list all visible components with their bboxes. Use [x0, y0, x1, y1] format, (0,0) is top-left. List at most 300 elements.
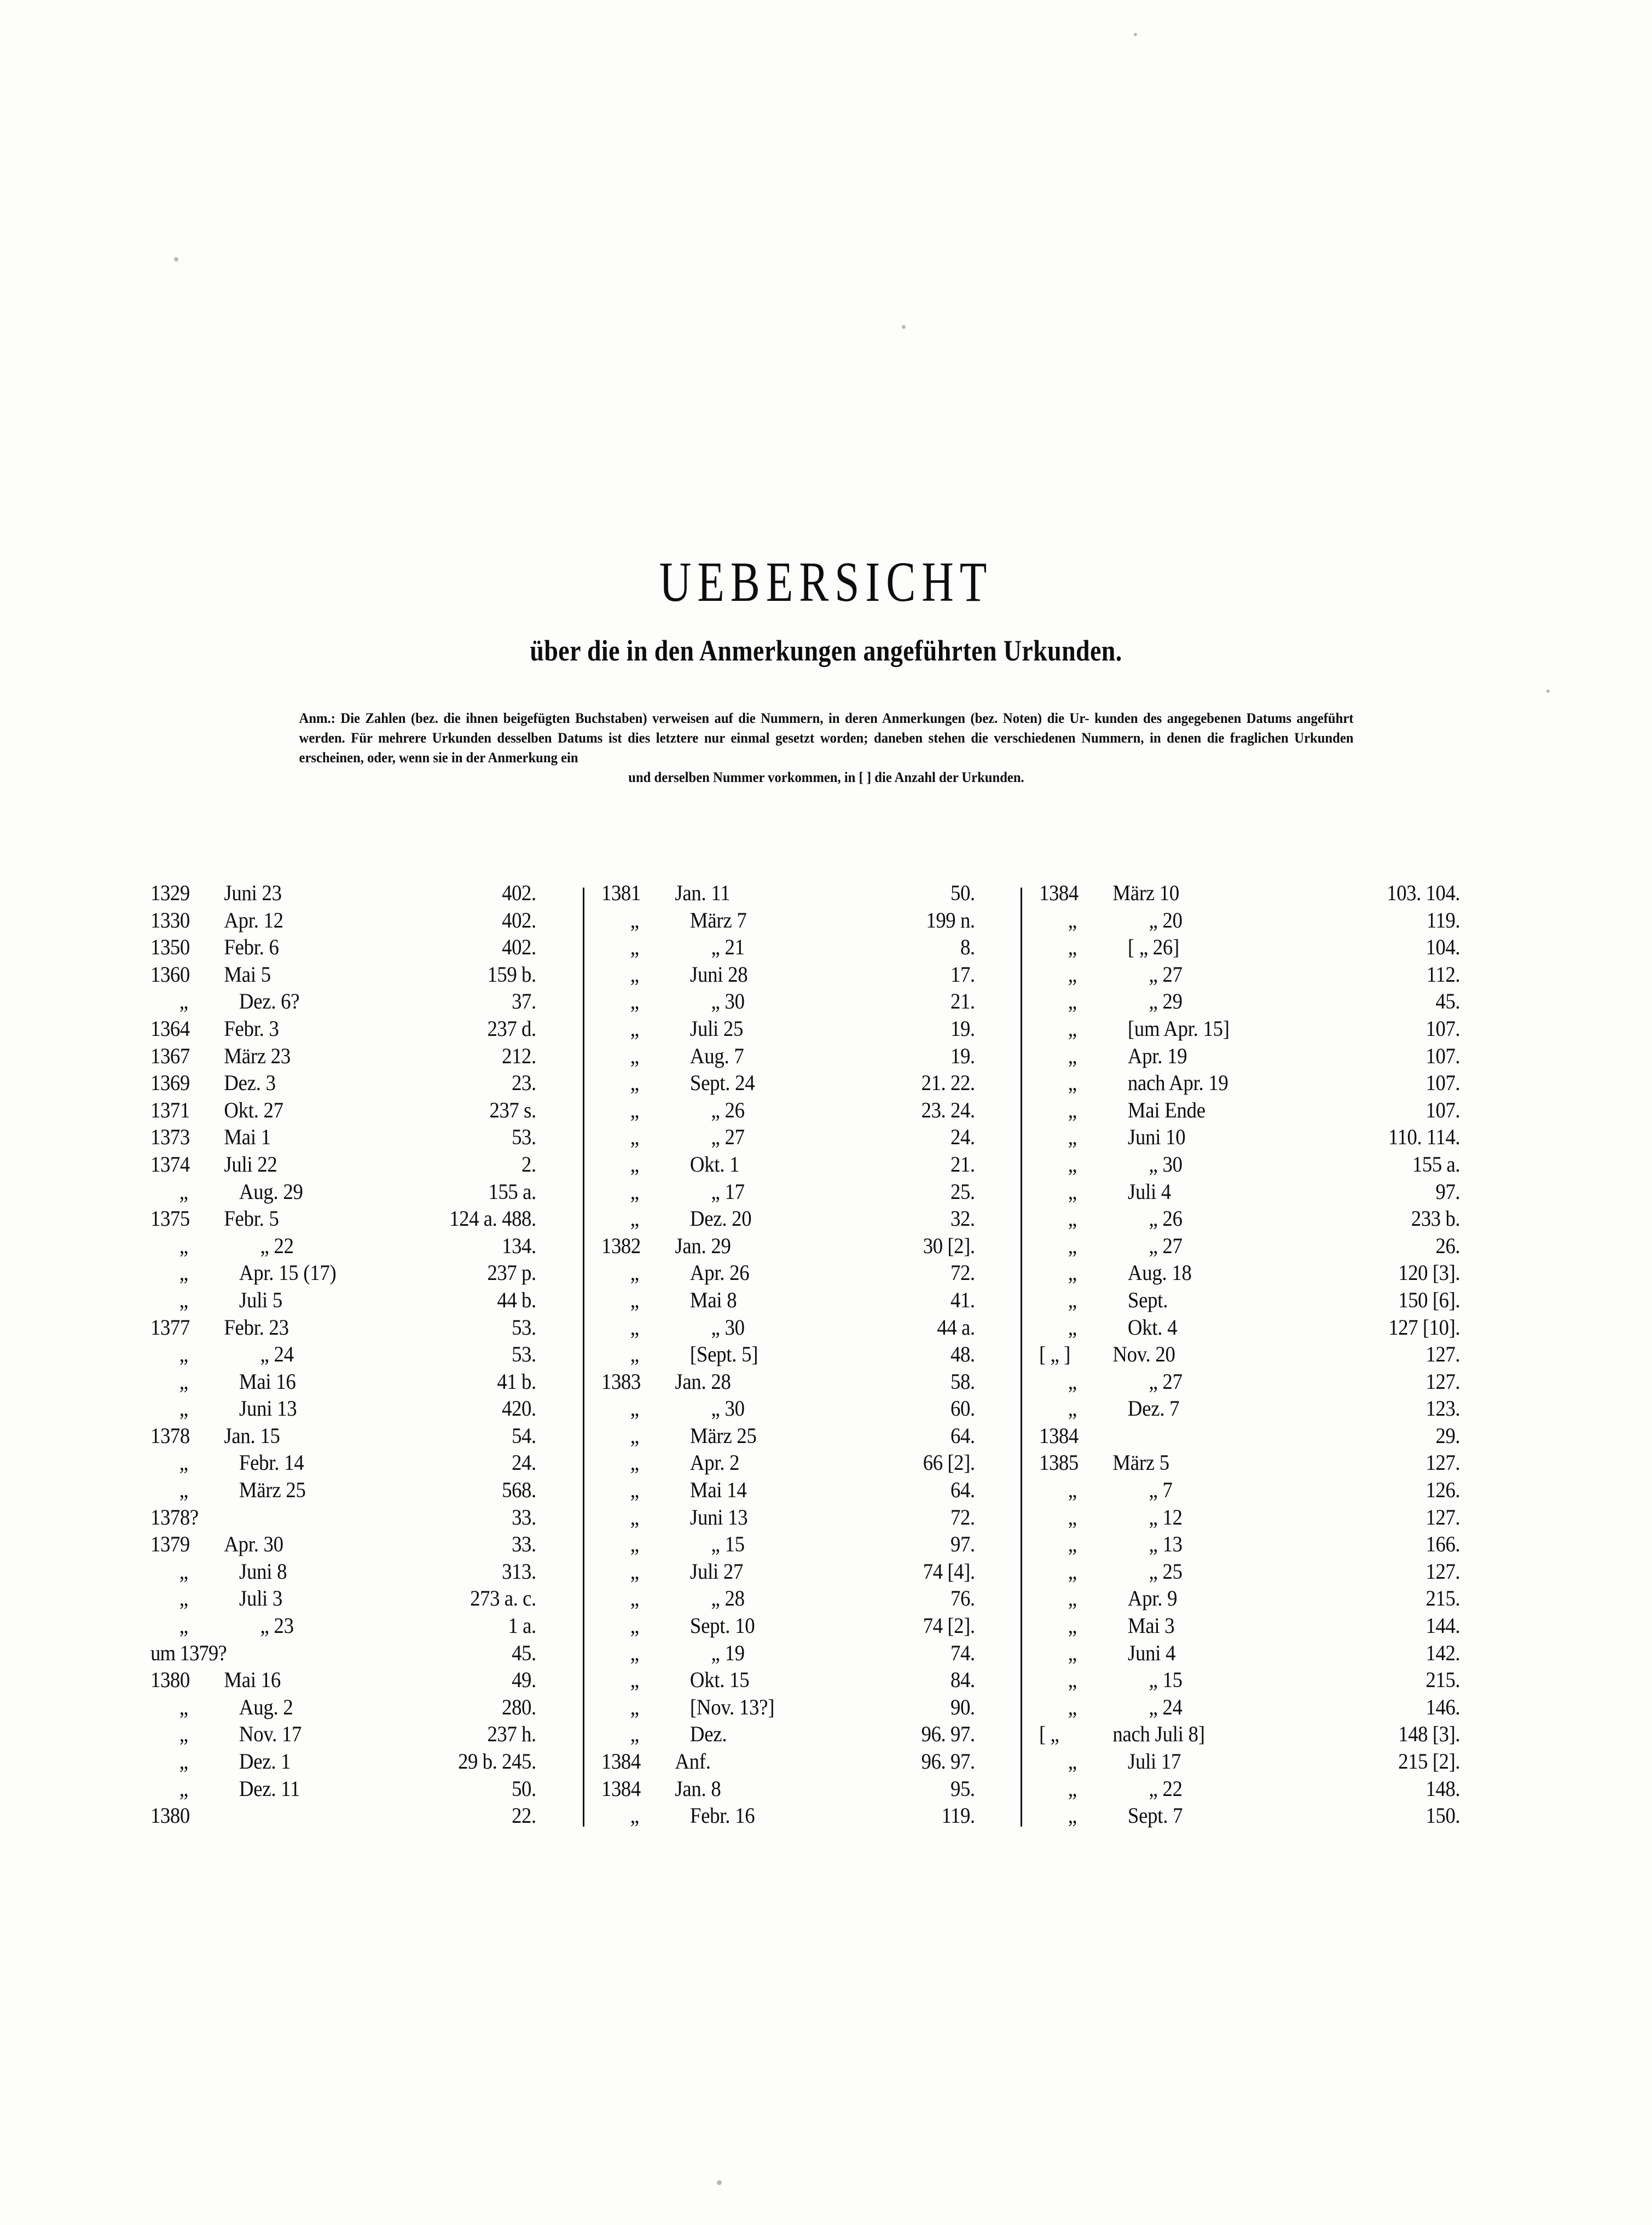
row-reference-number: 212.	[501, 1043, 536, 1068]
row-date: Apr. 30	[223, 1532, 283, 1557]
row-year: „	[1068, 1749, 1077, 1774]
row-year: „	[630, 1125, 639, 1150]
row-date: Sept. 24	[689, 1070, 755, 1096]
row-reference-number: 127.	[1425, 1558, 1460, 1584]
row-date: Mai Ende	[1127, 1097, 1205, 1122]
row-reference-number: 41 b.	[496, 1369, 536, 1394]
row-reference-number: 103. 104.	[1386, 880, 1460, 905]
row-reference-number: 155 a.	[488, 1179, 536, 1204]
row-reference-number: 215 [2].	[1398, 1749, 1460, 1774]
page-subtitle: über die in den Anmerkungen angeführten Urkunden.	[530, 634, 1122, 667]
row-year: „	[1068, 1613, 1077, 1638]
row-year: „	[1068, 1477, 1077, 1503]
row-year: „	[630, 1016, 639, 1041]
row-year: „	[630, 1477, 639, 1503]
table-row	[1039, 1314, 1460, 1342]
row-year: „	[1068, 1776, 1077, 1801]
row-reference-number: 568.	[501, 1477, 536, 1503]
row-date: Dez. 7	[1127, 1396, 1179, 1421]
row-year: „	[630, 1586, 639, 1611]
row-reference-number: 237 p.	[486, 1260, 536, 1285]
row-date: „ 27	[711, 1125, 745, 1150]
row-date: Dez. 3	[223, 1070, 276, 1096]
table-row	[1039, 1423, 1460, 1450]
table-row	[150, 934, 536, 961]
table-row	[601, 1341, 975, 1369]
row-date: März 5	[1112, 1450, 1169, 1475]
row-year: „	[630, 1342, 639, 1367]
row-year: 1329	[150, 880, 190, 905]
table-row	[601, 1667, 975, 1694]
row-year: um 1379?	[150, 1640, 227, 1665]
table-row	[601, 880, 975, 907]
row-date: März 7	[689, 907, 747, 932]
table-row	[601, 1721, 975, 1748]
row-date: „ 7	[1149, 1477, 1173, 1503]
row-reference-number: 25.	[950, 1179, 975, 1204]
row-date: „ 15	[1149, 1667, 1183, 1693]
row-reference-number: 97.	[1435, 1179, 1460, 1204]
row-date: „ 27	[1149, 1369, 1183, 1394]
row-date: Apr. 12	[223, 907, 283, 932]
row-year: „	[179, 1749, 188, 1774]
row-reference-number: 72.	[950, 1260, 975, 1285]
row-year: 1379	[150, 1532, 190, 1557]
row-year: „	[179, 1287, 188, 1312]
table-row	[1039, 1748, 1460, 1776]
table-row	[601, 1504, 975, 1532]
table-row	[601, 1640, 975, 1667]
row-reference-number: 144.	[1425, 1613, 1460, 1638]
table-row	[1039, 1287, 1460, 1314]
table-row	[150, 1260, 536, 1287]
table-row	[1039, 1341, 1460, 1369]
row-date: Juni 13	[239, 1396, 297, 1421]
row-date: „ 20	[1149, 907, 1183, 932]
row-reference-number: 1 a.	[507, 1613, 536, 1638]
table-row	[150, 1721, 536, 1748]
table-row	[150, 1558, 536, 1586]
table-row	[150, 880, 536, 907]
row-date: Febr. 16	[689, 1803, 755, 1828]
row-year: [ „ ]	[1039, 1342, 1070, 1367]
table-row	[601, 1776, 975, 1803]
row-year: 1364	[150, 1016, 190, 1041]
row-year: „	[1068, 1043, 1077, 1068]
row-year: „	[1068, 1640, 1077, 1665]
row-year: „	[1068, 1586, 1077, 1611]
row-date: Aug. 18	[1127, 1260, 1192, 1285]
row-year: „	[1068, 989, 1077, 1014]
table-row	[601, 907, 975, 935]
row-year: 1381	[601, 880, 641, 905]
table-row	[601, 1803, 975, 1830]
table-row	[150, 1450, 536, 1477]
row-date: Mai 3	[1127, 1613, 1174, 1638]
row-date: Juni 23	[223, 880, 282, 905]
row-year: „	[630, 1450, 639, 1475]
row-year: „	[1068, 1803, 1077, 1828]
table-row	[150, 1531, 536, 1558]
table-row	[601, 1287, 975, 1314]
row-year: „	[1068, 1287, 1077, 1312]
row-reference-number: 237 h.	[486, 1722, 536, 1747]
table-row	[150, 1667, 536, 1694]
table-row	[601, 1423, 975, 1450]
row-date: Juni 28	[689, 961, 747, 987]
row-reference-number: 127.	[1425, 1369, 1460, 1394]
row-year: 1374	[150, 1151, 190, 1177]
note-line-2: kunden des angegebenen Datums angeführt werden. Für mehrere Urkunden desselben Datums ist dies letztere nur einmal gesetzt worden;	[299, 710, 1353, 746]
row-date: Dez.	[689, 1722, 727, 1747]
table-row	[601, 1395, 975, 1423]
row-date: „ 30	[711, 1396, 745, 1421]
row-date: „ 22	[1149, 1776, 1183, 1801]
row-reference-number: 54.	[511, 1423, 536, 1448]
row-reference-number: 107.	[1425, 1097, 1460, 1122]
row-reference-number: 273 a. c.	[469, 1586, 536, 1611]
row-date: Juli 17	[1127, 1749, 1181, 1774]
row-date: „ 24	[1149, 1694, 1183, 1719]
table-row	[1039, 1369, 1460, 1396]
row-year: „	[1068, 1396, 1077, 1421]
row-year: „	[630, 1070, 639, 1096]
row-reference-number: 199 n.	[925, 907, 975, 932]
row-year: 1378?	[150, 1504, 199, 1529]
row-reference-number: 58.	[950, 1369, 975, 1394]
table-row	[601, 1124, 975, 1151]
row-date: „ 19	[711, 1640, 745, 1665]
table-row	[601, 1613, 975, 1640]
table-row	[1039, 1260, 1460, 1287]
row-year: „	[630, 1287, 639, 1312]
row-reference-number: 26.	[1435, 1233, 1460, 1258]
row-year: „	[1068, 1070, 1077, 1096]
index-column-3	[1021, 880, 1502, 1830]
row-reference-number: 49.	[511, 1667, 536, 1693]
row-reference-number: 41.	[950, 1287, 975, 1312]
row-year: 1367	[150, 1043, 190, 1068]
row-reference-number: 44 a.	[936, 1314, 975, 1340]
row-reference-number: 146.	[1425, 1694, 1460, 1719]
row-reference-number: 280.	[501, 1694, 536, 1719]
table-row	[150, 907, 536, 935]
row-date: nach Apr. 19	[1127, 1070, 1228, 1096]
row-year: „	[630, 1043, 639, 1068]
row-year: 1330	[150, 907, 190, 932]
table-row	[601, 1585, 975, 1613]
row-year: „	[1068, 1532, 1077, 1557]
row-date: „ 12	[1149, 1504, 1183, 1529]
row-year: 1384	[1039, 1423, 1079, 1448]
row-reference-number: 64.	[950, 1477, 975, 1503]
row-year: „	[179, 1586, 188, 1611]
row-year: „	[179, 1179, 188, 1204]
row-year: 1380	[150, 1667, 190, 1693]
row-date: „ 28	[711, 1586, 745, 1611]
row-date: Jan. 11	[674, 880, 730, 905]
row-reference-number: 33.	[511, 1504, 536, 1529]
table-row	[1039, 1803, 1460, 1830]
table-row	[1039, 1179, 1460, 1206]
row-date: März 23	[223, 1043, 291, 1068]
row-year: 1350	[150, 935, 190, 960]
row-year: „	[179, 1369, 188, 1394]
row-date: Juli 4	[1127, 1179, 1171, 1204]
table-row	[601, 1233, 975, 1260]
table-row	[150, 1613, 536, 1640]
row-year: 1385	[1039, 1450, 1079, 1475]
row-year: „	[1068, 1260, 1077, 1285]
row-year: „	[1068, 961, 1077, 987]
row-date: Okt. 27	[223, 1097, 283, 1122]
row-year: „	[179, 1342, 188, 1367]
row-reference-number: 66 [2].	[923, 1450, 975, 1475]
row-year: „	[179, 1450, 188, 1475]
table-row	[601, 1477, 975, 1504]
table-row	[150, 1151, 536, 1179]
row-year: „	[630, 1423, 639, 1448]
table-row	[601, 1016, 975, 1043]
row-reference-number: 110. 114.	[1388, 1125, 1460, 1150]
row-reference-number: 126.	[1425, 1477, 1460, 1503]
row-year: 1373	[150, 1125, 190, 1150]
row-reference-number: 127.	[1425, 1504, 1460, 1529]
row-year: „	[630, 1206, 639, 1231]
table-row	[150, 1314, 536, 1342]
row-date: „ 29	[1149, 989, 1183, 1014]
row-reference-number: 150 [6].	[1398, 1287, 1460, 1312]
table-row	[601, 961, 975, 989]
row-reference-number: 90.	[950, 1694, 975, 1719]
row-year: [ „	[1039, 1722, 1059, 1747]
table-row	[1039, 880, 1460, 907]
row-year: „	[630, 1151, 639, 1177]
row-reference-number: 48.	[950, 1342, 975, 1367]
table-row	[1039, 1151, 1460, 1179]
note-line-1: Anm.: Die Zahlen (bez. die ihnen beigefügten Buchstaben) verweisen auf die Nummern, in deren Anmerkungen (bez. Noten) die Ur-	[299, 710, 1089, 726]
row-reference-number: 74 [2].	[923, 1613, 975, 1638]
row-date: Jan. 28	[674, 1369, 731, 1394]
table-row	[601, 1043, 975, 1070]
table-row	[150, 1504, 536, 1532]
row-reference-number: 33.	[511, 1532, 536, 1557]
table-row	[601, 1531, 975, 1558]
row-date: Febr. 3	[223, 1016, 279, 1041]
row-year: „	[1068, 1179, 1077, 1204]
row-reference-number: 127.	[1425, 1342, 1460, 1367]
row-date: März 25	[239, 1477, 306, 1503]
row-reference-number: 107.	[1425, 1016, 1460, 1041]
table-row	[150, 1369, 536, 1396]
row-reference-number: 22.	[511, 1803, 536, 1828]
table-row	[1039, 1558, 1460, 1586]
row-year: 1383	[601, 1369, 641, 1394]
table-row	[1039, 961, 1460, 989]
row-year: „	[1068, 1667, 1077, 1693]
row-reference-number: 104.	[1425, 935, 1460, 960]
table-row	[1039, 1721, 1460, 1748]
row-reference-number: 96. 97.	[921, 1722, 975, 1747]
row-reference-number: 29 b. 245.	[457, 1749, 536, 1774]
row-year: „	[630, 961, 639, 987]
row-reference-number: 8.	[960, 935, 975, 960]
row-date: Apr. 15 (17)	[239, 1260, 337, 1285]
row-year: 1377	[150, 1314, 190, 1340]
table-row	[601, 1206, 975, 1233]
row-reference-number: 148.	[1425, 1776, 1460, 1801]
row-reference-number: 313.	[501, 1558, 536, 1584]
table-row	[150, 1585, 536, 1613]
row-year: 1382	[601, 1233, 641, 1258]
row-reference-number: 74.	[950, 1640, 975, 1665]
row-date: Okt. 4	[1127, 1314, 1177, 1340]
table-row	[1039, 1694, 1460, 1722]
row-reference-number: 159 b.	[486, 961, 536, 987]
row-year: „	[630, 1640, 639, 1665]
row-reference-number: 402.	[501, 907, 536, 932]
row-reference-number: 44 b.	[496, 1287, 536, 1312]
row-reference-number: 32.	[950, 1206, 975, 1231]
table-row	[1039, 1206, 1460, 1233]
row-date: Jan. 8	[674, 1776, 721, 1801]
table-row	[601, 1097, 975, 1125]
row-date: Apr. 26	[689, 1260, 749, 1285]
table-row	[601, 988, 975, 1016]
table-row	[1039, 1070, 1460, 1097]
row-reference-number: 420.	[501, 1396, 536, 1421]
row-reference-number: 76.	[950, 1586, 975, 1611]
row-reference-number: 107.	[1425, 1070, 1460, 1096]
row-reference-number: 96. 97.	[921, 1749, 975, 1774]
row-year: „	[630, 1314, 639, 1340]
table-row	[150, 988, 536, 1016]
row-date: nach Juli 8]	[1112, 1722, 1205, 1747]
row-reference-number: 23. 24.	[921, 1097, 975, 1122]
row-reference-number: 127 [10].	[1388, 1314, 1460, 1340]
row-date: Febr. 5	[223, 1206, 279, 1231]
row-year: „	[1068, 1233, 1077, 1258]
row-reference-number: 237 s.	[489, 1097, 536, 1122]
row-reference-number: 402.	[501, 935, 536, 960]
table-row	[150, 1395, 536, 1423]
table-row	[601, 1260, 975, 1287]
row-date: Jan. 29	[674, 1233, 731, 1258]
row-year: 1369	[150, 1070, 190, 1096]
row-year: 1384	[601, 1749, 641, 1774]
index-column-2	[583, 880, 1021, 1830]
table-row	[601, 934, 975, 961]
row-year: „	[630, 1558, 639, 1584]
row-reference-number: 53.	[511, 1342, 536, 1367]
row-date: Aug. 29	[239, 1179, 303, 1204]
row-year: „	[1068, 1504, 1077, 1529]
row-year: „	[630, 1803, 639, 1828]
row-reference-number: 215.	[1425, 1586, 1460, 1611]
row-date: „ 17	[711, 1179, 745, 1204]
row-date: Aug. 2	[239, 1694, 293, 1719]
row-reference-number: 19.	[950, 1043, 975, 1068]
table-row	[601, 1558, 975, 1586]
row-date: März 10	[1112, 880, 1179, 905]
row-date: Nov. 20	[1112, 1342, 1175, 1367]
row-year: „	[179, 1233, 188, 1258]
table-row	[601, 1070, 975, 1097]
row-date: Juli 3	[239, 1586, 282, 1611]
table-row	[150, 1803, 536, 1830]
row-reference-number: 24.	[511, 1450, 536, 1475]
row-year: „	[1068, 1151, 1077, 1177]
row-date: Dez. 11	[239, 1776, 300, 1801]
table-row	[150, 961, 536, 989]
row-date: Dez. 1	[239, 1749, 291, 1774]
row-year: „	[630, 1667, 639, 1693]
row-date: „ 26	[1149, 1206, 1183, 1231]
row-year: 1380	[150, 1803, 190, 1828]
row-reference-number: 24.	[950, 1125, 975, 1150]
row-reference-number: 53.	[511, 1125, 536, 1150]
table-row	[1039, 1667, 1460, 1694]
row-date: Apr. 19	[1127, 1043, 1187, 1068]
index-column-1	[150, 880, 583, 1830]
table-row	[150, 1287, 536, 1314]
row-reference-number: 134.	[501, 1233, 536, 1258]
row-year: „	[179, 989, 188, 1014]
row-year: 1384	[601, 1776, 641, 1801]
table-row	[150, 1206, 536, 1233]
row-reference-number: 64.	[950, 1423, 975, 1448]
row-reference-number: 402.	[501, 880, 536, 905]
row-year: 1375	[150, 1206, 190, 1231]
table-row	[601, 1151, 975, 1179]
row-reference-number: 119.	[1426, 907, 1460, 932]
table-row	[1039, 1016, 1460, 1043]
row-reference-number: 124 a. 488.	[449, 1206, 536, 1231]
row-reference-number: 30 [2].	[923, 1233, 975, 1258]
row-date: März 25	[689, 1423, 757, 1448]
row-year: „	[179, 1694, 188, 1719]
row-year: „	[630, 1694, 639, 1719]
table-row	[1039, 1504, 1460, 1532]
row-reference-number: 60.	[950, 1396, 975, 1421]
page-title: UEBERSICHT	[659, 551, 993, 613]
table-row	[150, 1694, 536, 1722]
row-date: „ 30	[711, 989, 745, 1014]
row-date: Juli 22	[223, 1151, 277, 1177]
row-year: „	[630, 1179, 639, 1204]
note-line-3: daneben stehen die verschiedenen Nummern, in denen die fraglichen Urkunden erscheinen, oder, wenn sie in der Anmerkung ein	[299, 729, 1353, 766]
row-reference-number: 119.	[941, 1803, 975, 1828]
table-row	[150, 1423, 536, 1450]
table-row	[150, 1016, 536, 1043]
row-year: 1371	[150, 1097, 190, 1122]
table-row	[150, 1179, 536, 1206]
row-date: Okt. 1	[689, 1151, 739, 1177]
row-reference-number: 237 d.	[486, 1016, 536, 1041]
table-row	[150, 1477, 536, 1504]
row-year: „	[179, 1260, 188, 1285]
row-date: Sept.	[1127, 1287, 1168, 1312]
row-date: „ 15	[711, 1532, 745, 1557]
row-date: Juli 25	[689, 1016, 743, 1041]
table-row	[1039, 1233, 1460, 1260]
row-date: [Nov. 13?]	[689, 1694, 774, 1719]
row-date: „ 13	[1149, 1532, 1183, 1557]
row-reference-number: 2.	[521, 1151, 536, 1177]
row-year: „	[179, 1558, 188, 1584]
row-date: Mai 16	[223, 1667, 281, 1693]
table-row	[1039, 1776, 1460, 1803]
